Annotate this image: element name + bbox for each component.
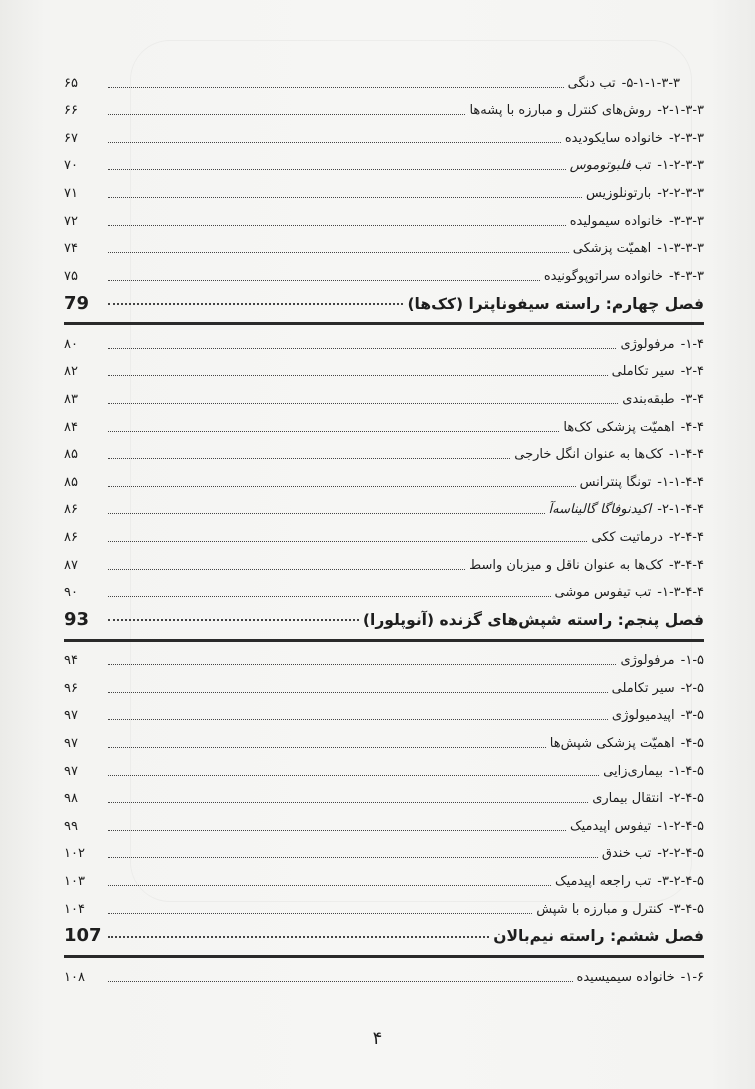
toc-page-number: 107 — [64, 925, 102, 947]
entry-title — [612, 708, 704, 724]
section-number: ۲-۴- — [680, 364, 704, 380]
entry-title-text: اهمیّت پزشکی شپش‌ها — [549, 736, 675, 752]
section-number: ۱-۱-۴-۴- — [657, 474, 704, 490]
toc-entry-row — [60, 257, 704, 285]
dot-leader — [108, 196, 582, 198]
toc-page-number: ۸۲ — [64, 364, 78, 380]
entry-title — [580, 475, 704, 491]
section-number: ۱-۵- — [680, 653, 704, 669]
entry-title-text: مرفولوژی — [620, 336, 675, 352]
section-number: ۳-۴-۴- — [668, 557, 704, 573]
toc-entry-row — [60, 436, 704, 464]
toc-page-number: ۱۰۳ — [64, 874, 85, 890]
entry-title-text: درماتیت ککی — [591, 530, 663, 545]
toc-page-number: ۸۵ — [64, 474, 78, 490]
toc-chapter-row — [60, 601, 704, 639]
toc-entry-row — [60, 546, 704, 574]
entry-title — [536, 902, 704, 918]
entry-title-text: سیر تکاملی — [611, 680, 675, 696]
entry-title-italic: فلبوتوموس — [569, 158, 631, 174]
entry-title-text: خانواده سایکودیده — [564, 130, 663, 146]
section-number: ۲-۵- — [680, 680, 704, 696]
entry-title — [555, 585, 704, 601]
entry-title — [573, 241, 704, 257]
chapter-title: فصل پنجم: راسته شپش‌های گزنده (آنوپلورا) — [362, 610, 704, 629]
entry-title — [570, 819, 704, 835]
entry-title-text: تونگا پنترانس — [579, 474, 652, 490]
toc-page-number: ۱۰۲ — [64, 846, 85, 862]
toc-entry-row — [60, 890, 704, 918]
section-number: ۲-۴-۴- — [668, 530, 704, 545]
entry-title-text: اهمیّت پزشکی — [572, 241, 652, 257]
entry-title-text: روش‌های کنترل و مبارزه با پشه‌ها — [469, 103, 652, 119]
entry-title-italic: اکیدنوفاگا گالیناسه‌آ — [548, 502, 652, 518]
entry-title — [586, 186, 704, 202]
section-number: ۲-۴-۵- — [668, 791, 704, 807]
toc-entry-row — [60, 92, 704, 120]
dot-leader — [108, 568, 465, 570]
section-number: ۲-۲-۳-۳- — [657, 185, 704, 201]
toc-page-number: ۸۴ — [64, 419, 78, 435]
dot-leader — [108, 430, 559, 432]
section-number: ۲-۱-۳-۳- — [657, 103, 704, 119]
dot-leader — [108, 512, 545, 514]
entry-title — [612, 364, 704, 380]
entry-title-text: کک‌ها به عنوان ناقل و میزبان واسط — [469, 557, 663, 573]
section-number: ۴-۳-۳- — [668, 268, 704, 284]
dot-leader — [108, 251, 569, 253]
toc-page-number: ۹۷ — [64, 736, 78, 752]
entry-title-text: اهمیّت پزشکی کک‌ها — [563, 419, 675, 435]
entry-title — [592, 791, 704, 807]
toc-page-number: ۷۵ — [64, 268, 78, 284]
dot-leader — [108, 774, 599, 776]
toc-page-number: ۸۵ — [64, 447, 78, 463]
entry-title — [563, 420, 704, 436]
section-number: ۳-۵- — [680, 708, 704, 724]
entry-title-text: خانواده سراتوپوگونیده — [543, 268, 663, 284]
entry-title-text: بارتونلوزیس — [585, 185, 652, 201]
toc-entry-row — [60, 174, 704, 202]
toc-entry-row — [60, 862, 704, 890]
chapter-title: فصل ششم: راسته نیم‌بالان — [493, 927, 704, 946]
entry-title — [549, 502, 704, 518]
toc-page-number: ۹۴ — [64, 653, 78, 669]
toc-page-number: ۱۰۴ — [64, 901, 85, 917]
section-number: ۳-۳-۳- — [668, 213, 704, 229]
section-number: ۴-۴- — [680, 419, 704, 435]
dot-leader — [108, 540, 587, 542]
toc-entry-row — [60, 724, 704, 752]
entry-title-text: بیماری‌زایی — [603, 763, 663, 779]
section-number: ۱-۴-۴- — [668, 447, 704, 463]
entry-title — [577, 970, 704, 986]
dot-leader — [108, 168, 566, 170]
entry-title — [612, 681, 704, 697]
entry-title-text: سیر تکاملی — [611, 364, 675, 380]
toc-entry-row — [60, 807, 704, 835]
section-number: ۲-۳-۳- — [668, 130, 704, 146]
entry-title — [602, 846, 704, 862]
toc-page-number: ۸۶ — [64, 530, 78, 545]
dot-leader — [108, 402, 618, 404]
section-number: ۲-۱-۴-۴- — [657, 502, 704, 518]
entry-title-text: تب تیفوس موشی — [554, 585, 652, 601]
section-number: ۳-۴-۵- — [668, 901, 704, 917]
entry-title-text: تب خندق — [601, 846, 652, 862]
dot-leader — [108, 746, 546, 748]
dot-leader — [108, 279, 540, 281]
dot-leader — [108, 347, 616, 349]
toc-page-number: ۶۶ — [64, 103, 78, 119]
page-number: ۴ — [372, 1028, 383, 1049]
entry-title — [620, 653, 704, 669]
dot-leader — [108, 801, 588, 803]
toc-page-number: 79 — [64, 292, 90, 314]
toc-page-number: ۱۰۸ — [64, 969, 85, 985]
entry-title-text: مرفولوژی — [620, 653, 675, 669]
toc-page-number: ۷۱ — [64, 185, 78, 201]
entry-title — [565, 131, 704, 147]
entry-title — [568, 76, 680, 92]
entry-title-text: تب دنگی — [567, 75, 616, 91]
section-number: ۴-۵- — [680, 736, 704, 752]
toc-entry-row — [60, 463, 704, 491]
table-of-contents — [60, 64, 704, 986]
toc-page-number: ۹۷ — [64, 763, 78, 779]
section-number: ۱-۳-۴-۴- — [657, 585, 704, 601]
toc-entry-row — [60, 574, 704, 602]
dot-leader — [108, 141, 561, 143]
entry-title — [469, 558, 704, 574]
toc-entry-row — [60, 752, 704, 780]
toc-page-number: ۸۳ — [64, 392, 78, 408]
section-number: ۳-۲-۴-۵- — [657, 874, 704, 890]
dot-leader — [108, 374, 608, 376]
toc-page-number: ۸۷ — [64, 557, 78, 573]
toc-entry-row — [60, 697, 704, 725]
entry-title-text: طبقه‌بندی — [622, 392, 675, 408]
toc-page-number: ۶۷ — [64, 130, 78, 146]
dot-leader — [108, 113, 465, 115]
toc-chapter-row — [60, 285, 704, 323]
toc-page-number: ۹۷ — [64, 708, 78, 724]
entry-title — [591, 530, 704, 546]
section-number: ۵-۱-۱-۳-۳- — [621, 75, 680, 91]
dot-leader — [108, 618, 359, 621]
toc-page-number: ۹۸ — [64, 791, 78, 807]
entry-title — [555, 874, 704, 890]
dot-leader — [108, 691, 608, 693]
entry-title — [469, 103, 704, 119]
dot-leader — [108, 856, 598, 858]
dot-leader — [108, 935, 489, 938]
dot-leader — [108, 829, 566, 831]
toc-entry-row — [60, 642, 704, 670]
toc-entry-row — [60, 147, 704, 175]
toc-page-number: ۷۴ — [64, 241, 78, 257]
entry-title-text: تیفوس اپیدمیک — [569, 818, 652, 834]
toc-entry-row — [60, 518, 704, 546]
toc-entry-row — [60, 119, 704, 147]
toc-page-number: ۷۲ — [64, 213, 78, 229]
entry-title-text: تب راجعه اپیدمیک — [554, 874, 652, 890]
dot-leader — [108, 718, 608, 720]
section-number: ۲-۲-۴-۵- — [657, 846, 704, 862]
entry-title-text: کنترل و مبارزه با شپش — [536, 901, 663, 917]
entry-title — [620, 337, 704, 353]
toc-page-number: ۹۶ — [64, 680, 78, 696]
section-number: ۱-۴- — [680, 336, 704, 352]
section-number: ۱-۴-۵- — [668, 763, 704, 779]
toc-entry-row — [60, 380, 704, 408]
entry-title-text: خانواده سیمیسیده — [576, 969, 675, 985]
section-number: ۱-۲-۴-۵- — [657, 818, 704, 834]
section-number: ۱-۲-۳-۳- — [657, 158, 704, 174]
chapter-title: فصل چهارم: راسته سیفوناپترا (کک‌ها) — [407, 294, 704, 313]
toc-entry-row — [60, 669, 704, 697]
toc-entry-row — [60, 958, 704, 986]
entry-title — [570, 158, 704, 174]
dot-leader — [108, 86, 564, 88]
toc-page-number: 93 — [64, 608, 90, 630]
entry-title-text: اپیدمیولوژی — [611, 708, 675, 724]
toc-chapter-row — [60, 918, 704, 956]
dot-leader — [108, 884, 551, 886]
entry-title — [603, 764, 704, 780]
entry-title-text: تب — [634, 158, 652, 174]
section-number: ۱-۶- — [680, 969, 704, 985]
entry-title-text: انتقال بیماری — [592, 791, 663, 807]
toc-entry-row — [60, 835, 704, 863]
entry-title — [570, 214, 704, 230]
section-number: ۳-۴- — [680, 392, 704, 408]
entry-title — [514, 447, 704, 463]
toc-entry-row — [60, 202, 704, 230]
entry-title — [544, 269, 704, 285]
dot-leader — [108, 224, 566, 226]
toc-page-number: ۹۹ — [64, 818, 78, 834]
dot-leader — [108, 912, 532, 914]
dot-leader — [108, 980, 573, 982]
dot-leader — [108, 457, 510, 459]
entry-title — [622, 392, 704, 408]
dot-leader — [108, 302, 403, 305]
toc-page-number: ۷۰ — [64, 158, 78, 174]
toc-page-number: ۶۵ — [64, 75, 78, 91]
toc-page-number: ۸۰ — [64, 336, 78, 352]
dot-leader — [108, 595, 551, 597]
entry-title-text: کک‌ها به عنوان انگل خارجی — [514, 447, 663, 463]
toc-entry-row — [60, 325, 704, 353]
toc-entry-row — [60, 353, 704, 381]
entry-title — [550, 736, 704, 752]
toc-entry-row — [60, 230, 704, 258]
dot-leader — [108, 663, 616, 665]
section-number: ۱-۳-۳-۳- — [657, 241, 704, 257]
entry-title-text: خانواده سیمولیده — [569, 213, 663, 229]
toc-page-number: ۸۶ — [64, 502, 78, 518]
toc-entry-row — [60, 408, 704, 436]
toc-entry-row — [60, 491, 704, 519]
toc-entry-row — [60, 64, 704, 92]
toc-page-number: ۹۰ — [64, 585, 78, 601]
toc-entry-row — [60, 780, 704, 808]
dot-leader — [108, 485, 576, 487]
